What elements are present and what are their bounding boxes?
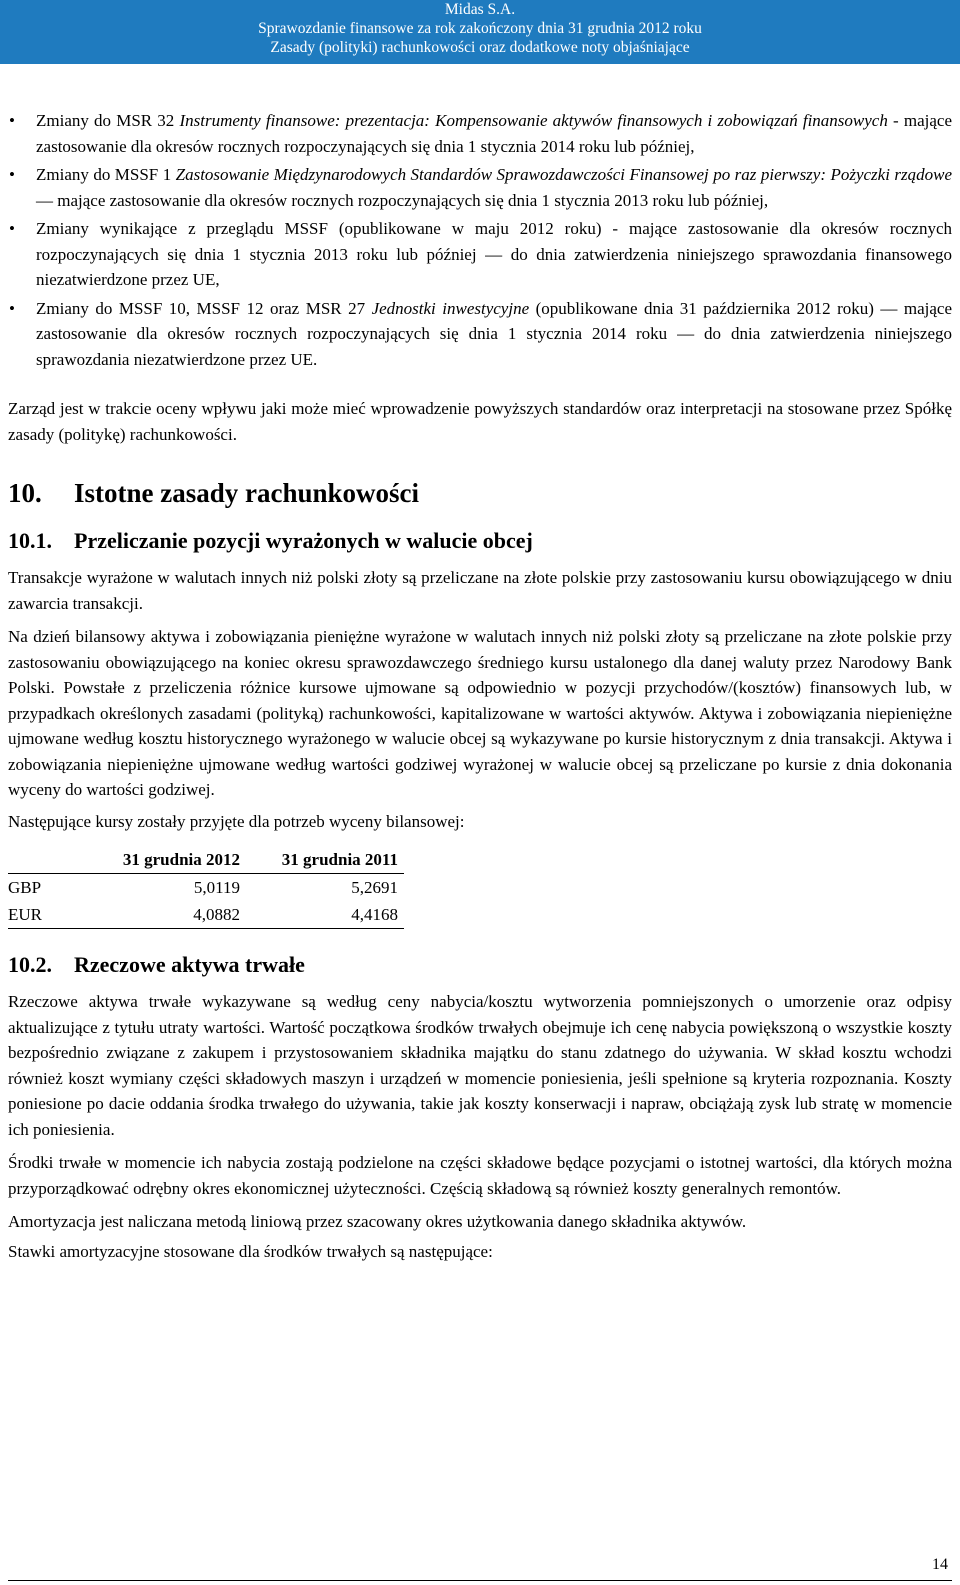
bullet-icon: • — [9, 111, 15, 130]
table-row — [8, 874, 404, 902]
table-row — [8, 901, 404, 929]
table-header-row — [8, 844, 404, 874]
document-body — [8, 108, 952, 1264]
ppe-paragraph-3: Amortyzacja jest naliczana metodą liniową przez szacowany okres użytkowania danego składnika aktywów. — [8, 1212, 747, 1231]
bullet-icon: • — [9, 165, 15, 184]
header-section-title: Zasady (polityki) rachunkowości oraz dodatkowe noty objaśniające — [270, 39, 690, 56]
list-item: • Zmiany do MSR 32 Instrumenty finansowe: prezentacja: Kompensowanie aktywów finansowych i zobowiązań finansowych - mające zastosowanie dla okresów rocznych rozpoczynających się dnia 1 stycznia 2014 roku lub później, — [8, 108, 952, 159]
ppe-paragraph-1: Rzeczowe aktywa trwałe wykazywane są według ceny nabycia/kosztu wytworzenia pomniejszonych o umorzenie oraz odpisy aktualizujące z tytułu utraty wartości. Wartość początkowa środków trwałych obejmuje ich cenę nabycia powiększoną o wszystkie koszty bezpośrednio związane z zakupem i przystosowaniem składnika majątku do stanu zdatnego do używania. W skład kosztu wchodzi również koszt wymiany części składowych maszyn i urządzeń w momencie poniesienia, jeśli spełnione są kryteria rozpoznania. Koszty poniesione po dacie oddania środka trwałego do używania, takie jak koszty konserwacji i napraw, obciążają zysk lub stratę w momencie ich poniesienia. — [8, 992, 952, 1139]
currency-cell: EUR — [8, 901, 88, 929]
currency-cell: GBP — [8, 877, 42, 897]
table-header-cell: 31 grudnia 2011 — [258, 844, 404, 874]
bullet-icon: • — [9, 219, 15, 238]
footer-divider — [8, 1580, 952, 1581]
table-header-cell — [8, 844, 88, 874]
page-header — [0, 0, 960, 64]
rate-cell: 4,0882 — [88, 901, 258, 929]
section-10-2-heading: 10.2. Rzeczowe aktywa trwałe — [8, 952, 305, 977]
fx-paragraph-3: Następujące kursy zostały przyjęte dla potrzeb wyceny bilansowej: — [8, 811, 465, 831]
rate-cell: 4,4168 — [258, 901, 404, 929]
list-item: • Zmiany do MSSF 10, MSSF 12 oraz MSR 27 Jednostki inwestycyjne (opublikowane dnia 31 października 2012 roku) — mające zastosowanie dla okresów rocznych rozpoczynających się dnia 1 stycznia 2014 roku — do dnia zatwierdzenia niniejszego sprawozdania niezatwierdzone przez UE. — [8, 296, 952, 373]
section-10-1-heading: 10.1. Przeliczanie pozycji wyrażonych w walucie obcej — [8, 528, 533, 553]
management-assessment-paragraph: Zarząd jest w trakcie oceny wpływu jaki może mieć wprowadzenie powyższych standardów oraz interpretacji na stosowane przez Spółkę zasady (politykę) rachunkowości. — [8, 399, 952, 444]
header-report-title: Sprawozdanie finansowe za rok zakończony dnia 31 grudnia 2012 roku — [258, 20, 702, 37]
fx-paragraph-2: Na dzień bilansowy aktywa i zobowiązania pieniężne wyrażone w walutach innych niż polski złoty są przeliczane na złote polskie przy zastosowaniu obowiązującego na koniec okresu sprawozdawczego średniego kursu ustalonego dla danej waluty przez Narodowy Bank Polski. Powstałe z przeliczenia różnice kursowe ujmowane są odpowiednio w pozycji przychodów/(kosztów) finansowych lub, w przypadkach określonych zasadami (polityką) rachunkowości, kapitalizowane w wartości aktywów. Aktywa i zobowiązania niepieniężne ujmowane według kosztu historycznego wyrażonego w walucie obcej są wykazywane po kursie historycznym z dnia transakcji. Aktywa i zobowiązania niepieniężne ujmowane według wartości godziwej wyrażonej w walucie obcej są przeliczane po kursie z dnia dokonania wyceny do wartości godziwej. — [8, 627, 952, 799]
page-number: 14 — [932, 1556, 948, 1573]
list-item: • Zmiany do MSSF 1 Zastosowanie Międzynarodowych Standardów Sprawozdawczości Finansowej po raz pierwszy: Pożyczki rządowe — mające zastosowanie dla okresów rocznych rozpoczynających się dnia 1 stycznia 2013 roku lub później, — [8, 162, 952, 213]
ppe-paragraph-2: Środki trwałe w momencie ich nabycia zostają podzielone na części składowe będące pozycjami o istotnej wartości, dla których można przyporządkować odrębny okres ekonomicznej użyteczności. Częścią składową są również koszty generalnych remontów. — [8, 1153, 952, 1198]
bullet-icon: • — [9, 298, 15, 318]
section-10-heading: 10. Istotne zasady rachunkowości — [8, 478, 420, 508]
ppe-paragraph-4: Stawki amortyzacyjne stosowane dla środków trwałych są następujące: — [8, 1241, 493, 1261]
standards-change-list — [8, 108, 952, 372]
header-company: Midas S.A. — [444, 1, 516, 18]
list-item: • Zmiany wynikające z przeglądu MSSF (opublikowane w maju 2012 roku) - mające zastosowanie dla okresów rocznych rozpoczynających się dnia 1 stycznia 2013 roku lub później — do dnia zatwierdzenia niniejszego sprawozdania finansowego niezatwierdzone przez UE, — [8, 216, 952, 293]
table-header-cell: 31 grudnia 2012 — [88, 844, 258, 874]
fx-paragraph-1: Transakcje wyrażone w walutach innych niż polski złoty są przeliczane na złote polskie przy zastosowaniu kursu obowiązującego w dniu zawarcia transakcji. — [8, 568, 952, 613]
rate-cell: 5,0119 — [193, 877, 240, 897]
rate-cell: 5,2691 — [351, 877, 398, 897]
exchange-rates-table — [8, 844, 404, 929]
